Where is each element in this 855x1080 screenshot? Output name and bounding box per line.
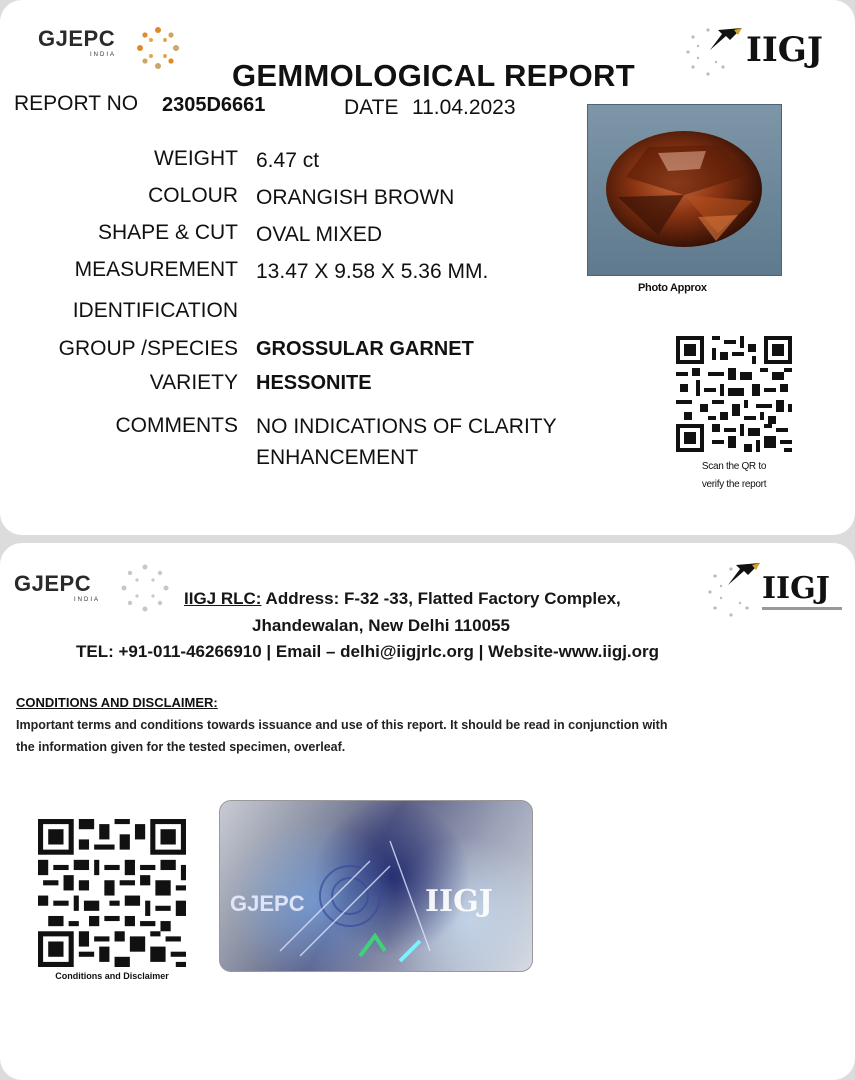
sunburst-icon xyxy=(134,24,182,72)
colour-value: ORANGISH BROWN xyxy=(256,186,455,209)
qr-caption-line2: verify the report xyxy=(701,479,767,490)
qr-code-icon[interactable] xyxy=(38,819,186,967)
gjepc-logo-sub: INDIA xyxy=(74,597,101,603)
shape-cut-label: SHAPE & CUT xyxy=(97,221,238,244)
iigj-logo-underline xyxy=(762,607,842,610)
photo-caption: Photo Approx xyxy=(638,282,707,294)
arrow-swoosh-icon xyxy=(726,561,762,587)
sunburst-icon xyxy=(118,561,172,615)
variety-value: HESSONITE xyxy=(256,372,372,394)
colour-label: COLOUR xyxy=(148,184,238,207)
iigj-logo-text: IIGJ xyxy=(762,571,830,606)
conditions-line1: Important terms and conditions towards issuance and use of this report. It should be read in conjunction with xyxy=(16,718,668,732)
variety-label: VARIETY xyxy=(149,371,238,394)
measurement-label: MEASUREMENT xyxy=(74,258,238,281)
gjepc-logo-sub: INDIA xyxy=(90,52,117,58)
address-text: Address: F-32 -33, Flatted Factory Complex, xyxy=(265,589,621,608)
gemstone-icon xyxy=(588,105,781,275)
hologram-iigj: IIGJ xyxy=(425,884,493,919)
hologram-icon xyxy=(220,801,532,971)
gjepc-logo-text: GJEPC xyxy=(14,571,92,596)
gjepc-logo xyxy=(38,26,117,58)
group-species-label: GROUP /SPECIES xyxy=(58,337,238,360)
comments-label: COMMENTS xyxy=(115,414,238,437)
group-species-value: GROSSULAR GARNET xyxy=(256,338,474,360)
conditions-line2: the information given for the tested specimen, overleaf. xyxy=(16,740,346,754)
report-no-label: REPORT NO xyxy=(14,92,139,115)
qr-caption-line1: Scan the QR to xyxy=(701,461,767,472)
back-qr-caption: Conditions and Disclaimer xyxy=(55,971,169,981)
date-value: 11.04.2023 xyxy=(412,96,516,119)
gjepc-logo-text: GJEPC xyxy=(38,26,116,51)
comments-value-line1: NO INDICATIONS OF CLARITY xyxy=(256,415,557,438)
gem-photo xyxy=(587,104,782,276)
contact-line: TEL: +91-011-46266910 | Email – delhi@iigjrlc.org | Website-www.iigj.org xyxy=(76,642,660,661)
hologram-sticker xyxy=(219,800,533,972)
report-no-value: 2305D6661 xyxy=(162,94,266,116)
iigj-logo-text: IIGJ xyxy=(746,30,823,70)
shape-cut-value: OVAL MIXED xyxy=(256,223,383,246)
gjepc-logo xyxy=(14,571,101,603)
weight-label: WEIGHT xyxy=(154,147,238,170)
qr-caption xyxy=(672,458,796,494)
weight-value: 6.47 ct xyxy=(256,149,320,172)
address-prefix: IIGJ RLC: xyxy=(184,589,262,608)
comments-value-line2: ENHANCEMENT xyxy=(256,446,419,469)
report-back-card xyxy=(0,543,855,1080)
address-line2: Jhandewalan, New Delhi 110055 xyxy=(252,616,510,635)
address-line1 xyxy=(184,589,621,609)
identification-label: IDENTIFICATION xyxy=(72,299,238,322)
date-label: DATE xyxy=(344,96,399,119)
report-front-card xyxy=(0,0,855,535)
qr-code-icon[interactable] xyxy=(676,336,792,452)
hologram-brand: GJEPC xyxy=(230,891,305,916)
measurement-value: 13.47 X 9.58 X 5.36 MM. xyxy=(256,260,489,283)
conditions-heading: CONDITIONS AND DISCLAIMER: xyxy=(16,695,218,710)
report-title: GEMMOLOGICAL REPORT xyxy=(232,58,635,93)
arrow-swoosh-icon xyxy=(708,26,744,52)
